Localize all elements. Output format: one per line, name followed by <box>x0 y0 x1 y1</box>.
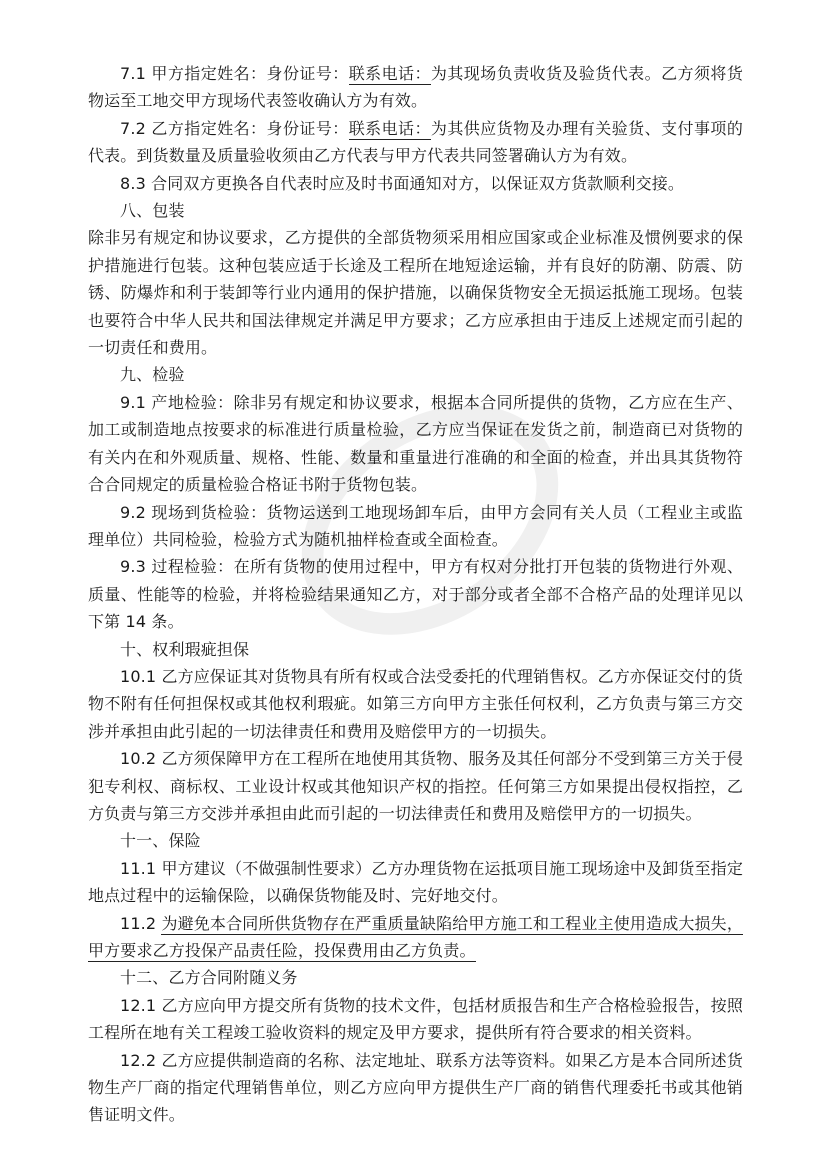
clause-9-2: 9.2 现场到货检验：货物运送到工地现场卸车后，由甲方会同有关人员（工程业主或监理单位）共同检验，检验方式为随机抽样检查或全面检查。 <box>88 502 743 549</box>
document-page <box>88 60 743 1129</box>
clause-9-3: 9.3 过程检验：在所有货物的使用过程中，甲方有权对分批打开包装的货物进行外观、质量、性能等的检验，并将检验结果通知乙方，对于部分或者全部不合格产品的处理详见以下第 14 条。 <box>88 557 743 632</box>
clause-10-1: 10.1 乙方应保证其对货物具有所有权或合法受委托的代理销售权。乙方亦保证交付的货物不附有任何担保权或其他权利瑕疵。如第三方向甲方主张任何权利，乙方负责与第三方交涉并承担由此引起的一切法律责任和费用及赔偿甲方的一切损失。 <box>88 666 743 741</box>
clause-11-2 <box>88 910 743 965</box>
clause-7-2-phone-label: 联系电话： <box>348 118 431 138</box>
clause-12-1: 12.1 乙方应向甲方提交所有货物的技术文件，包括材质报告和生产合格检验报告，按照工程所在地有关工程竣工验收资料的规定及甲方要求，提供所有符合要求的相关资料。 <box>88 995 743 1043</box>
clause-9-1: 9.1 产地检验：除非另有规定和协议要求，根据本合同所提供的货物，乙方应在生产、加工或制造地点按要求的标准进行质量检验，乙方应当保证在发货之前，制造商已对货物的有关内在和外观质量、规格、性能、数量和重量进行准确的和全面的检查，并出具其货物符合合同规定的质量检验合格证书附于货物包装。 <box>88 392 743 495</box>
clause-7-2-cont: 到货数量及质量验收须由乙方代表与甲方代表共同签署确认方为有效。 <box>136 146 638 166</box>
section-heading-inspection: 九、检验 <box>120 365 185 385</box>
clause-7-1-cont: 工地交甲方现场代表签收确认方为有效。 <box>136 91 428 111</box>
clause-11-2-number: 11.2 <box>120 913 162 933</box>
clause-11-2-underlined: 为避免本合同所供货物存在严重质量缺陷给甲方施工和工程业主使用造成大损失，甲方要求乙方投保产品责任险，投保费用由乙方负责。 <box>88 913 743 960</box>
clause-7-2 <box>88 115 743 170</box>
clause-8-3: 8.3 合同双方更换各自代表时应及时书面通知对方，以保证双方货款顺利交接。 <box>120 173 685 193</box>
clause-7-1 <box>88 60 743 115</box>
section-heading-packaging: 八、包装 <box>120 201 185 221</box>
clause-11-1: 11.1 甲方建议（不做强制性要求）乙方办理货物在运抵项目施工现场途中及卸货至指定地点过程中的运输保险，以确保货物能及时、完好地交付。 <box>88 858 743 906</box>
section-heading-obligations: 十二、乙方合同附随义务 <box>120 968 298 988</box>
clause-12-2: 12.2 乙方应提供制造商的名称、法定地址、联系方法等资料。如果乙方是本合同所述货物生产厂商的指定代理销售单位，则乙方应向甲方提供生产厂商的销售代理委托书或其他销售证明文件。 <box>88 1050 743 1125</box>
clause-7-2-prefix: 7.2 乙方指定姓名：身份证号： <box>120 118 349 138</box>
packaging-text: 除非另有规定和协议要求，乙方提供的全部货物须采用相应国家或企业标准及惯例要求的保护措施进行包装。这种包装应适于长途及工程所在地短途运输，并有良好的防潮、防震、防锈、防爆炸和利于装卸等行业内通用的保护措施，以确保货物安全无损运抵施工现场。包装也要符合中华人民共和国法律规定并满足甲方要求；乙方应承担由于违反上述规定而引起的一切责任和费用。 <box>88 228 743 358</box>
section-heading-insurance: 十一、保险 <box>120 831 201 851</box>
clause-7-1-suffix: 为其现场负责收货及验货代表。乙方须将货物运至 <box>88 64 743 111</box>
section-heading-warranty: 十、权利瑕疵担保 <box>120 639 250 659</box>
clause-7-1-prefix: 7.1 甲方指定姓名：身份证号： <box>120 64 349 83</box>
clause-7-1-phone-label: 联系电话： <box>348 64 431 83</box>
clause-10-2: 10.2 乙方须保障甲方在工程所在地使用其货物、服务及其任何部分不受到第三方关于侵犯专利权、商标权、工业设计权或其他知识产权的指控。任何第三方如果提出侵权指控，乙方负责与第三方交涉并承担由此而引起的一切法律责任和费用及赔偿甲方的一切损失。 <box>88 749 743 823</box>
clause-7-2-suffix: 为其供应货物及办理有关验货、支付事项的代表。 <box>88 118 743 166</box>
